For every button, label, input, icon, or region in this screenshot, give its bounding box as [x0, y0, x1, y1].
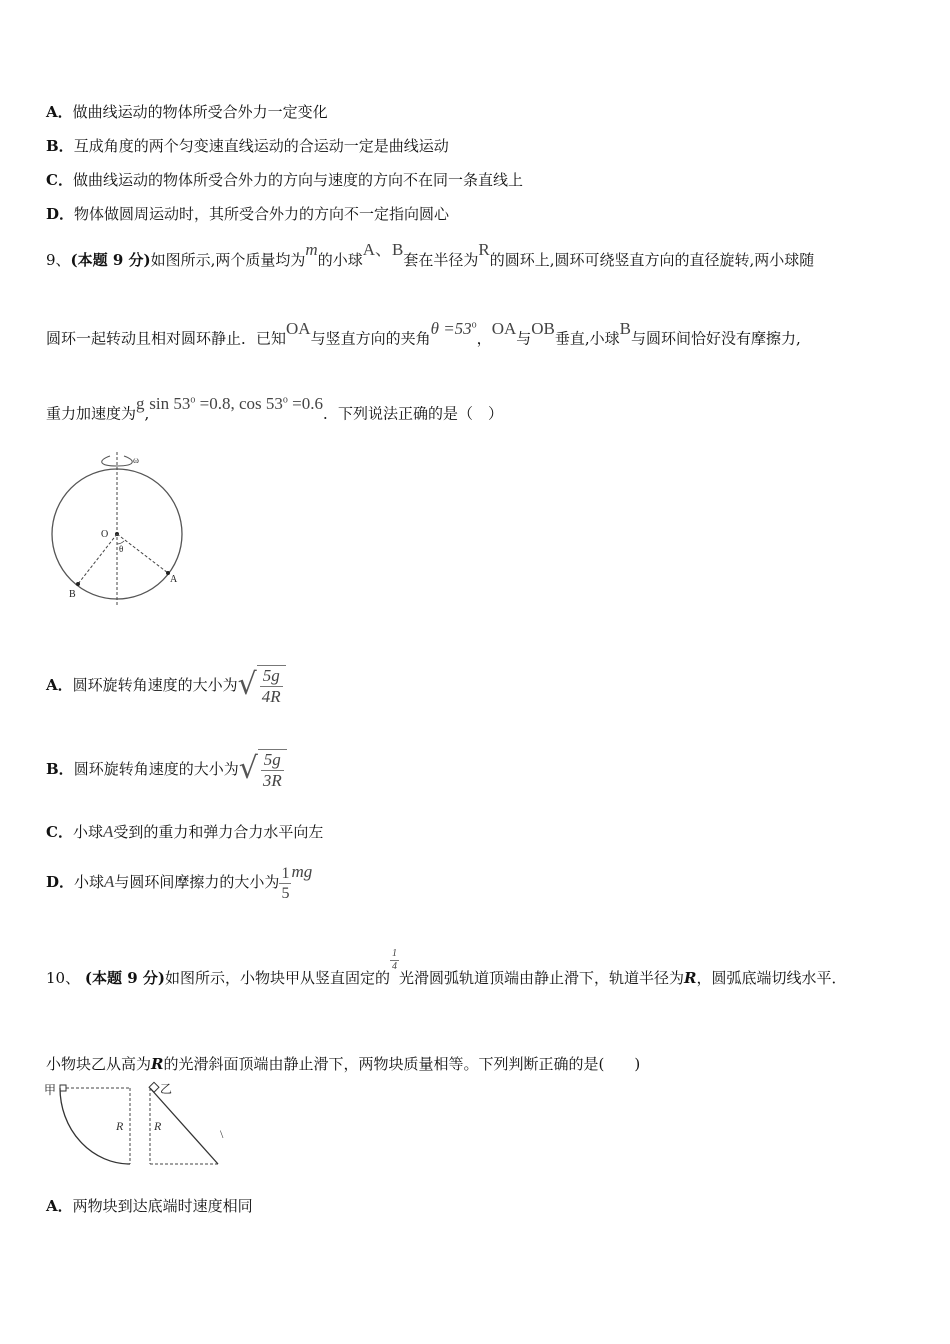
ball-b	[76, 582, 80, 586]
q9-stem-line2: 圆环一起转动且相对圆环静止．已知OA与竖直方向的夹角$\theta =53^o$，OA与OB垂直,小球B与圆环间恰好没有摩擦力,	[46, 318, 801, 348]
stray-mark: \	[220, 1127, 224, 1141]
oa-line	[117, 534, 168, 573]
q10-stem-line2: 小物块乙从高为R的光滑斜面顶端由静止滑下，两物块质量相等。下列判断正确的是( )	[46, 1055, 641, 1073]
q10-option-a: A．两物块到达底端时速度相同	[46, 1197, 253, 1215]
q10-stem-line1: 10、 (本题 9 分)如图所示，小物块甲从竖直固定的 $\frac{1}{4}$ 光滑圆弧轨道顶端由静止滑下，轨道半径为R，圆弧底端切线水平．	[46, 948, 847, 987]
sqrt-expression: √ $\frac{5g}{3R}$	[239, 749, 287, 791]
r-right-label: R	[154, 1119, 162, 1133]
omega-label: ω	[133, 455, 139, 465]
a-label: A	[170, 574, 178, 585]
block-jia	[60, 1085, 66, 1091]
q9-option-c: C．小球A受到的重力和弹力合力水平向左	[46, 822, 324, 841]
block-yi	[149, 1082, 159, 1092]
q8-option-c: C．做曲线运动的物体所受合外力的方向与速度的方向不在同一条直线上	[46, 171, 523, 189]
q10-tracks-figure	[44, 1080, 234, 1170]
q8-option-b: B．互成角度的两个匀变速直线运动的合运动一定是曲线运动	[46, 137, 449, 155]
q9-option-b: B．圆环旋转角速度的大小为 √ $\frac{5g}{3R}$	[46, 744, 287, 794]
q8-option-d: D．物体做圆周运动时，其所受合外力的方向不一定指向圆心	[46, 205, 450, 223]
q9-option-a: A．圆环旋转角速度的大小为 √ $\frac{5g}{4R}$	[46, 660, 286, 710]
ob-line	[78, 534, 117, 584]
q9-stem-line3: 重力加速度为g,sin $53^o =0.8$, $\cos 53^o =0.6$．下列说法正确的是（ ）	[46, 393, 503, 423]
yi-label: 乙	[160, 1082, 173, 1096]
theta-label: θ	[119, 544, 124, 554]
q9-option-d: D．小球A与圆环间摩擦力的大小为 $\frac{1}{5}$ mg	[46, 862, 313, 902]
q9-ring-figure	[44, 448, 194, 608]
q8-option-a: A．做曲线运动的物体所受合外力一定变化	[46, 103, 328, 121]
b-label: B	[69, 589, 76, 600]
sqrt-expression: √ $\frac{5g}{4R}$	[238, 665, 286, 707]
jia-label: 甲	[44, 1083, 57, 1097]
r-left-label: R	[116, 1119, 124, 1133]
q9-stem-line1: 9、(本题 9 分)如图所示,两个质量均为m的小球A、B套在半径为R的圆环上,圆环可绕竖直方向的直径旋转,两小球随	[46, 240, 815, 269]
o-label: O	[101, 529, 109, 540]
